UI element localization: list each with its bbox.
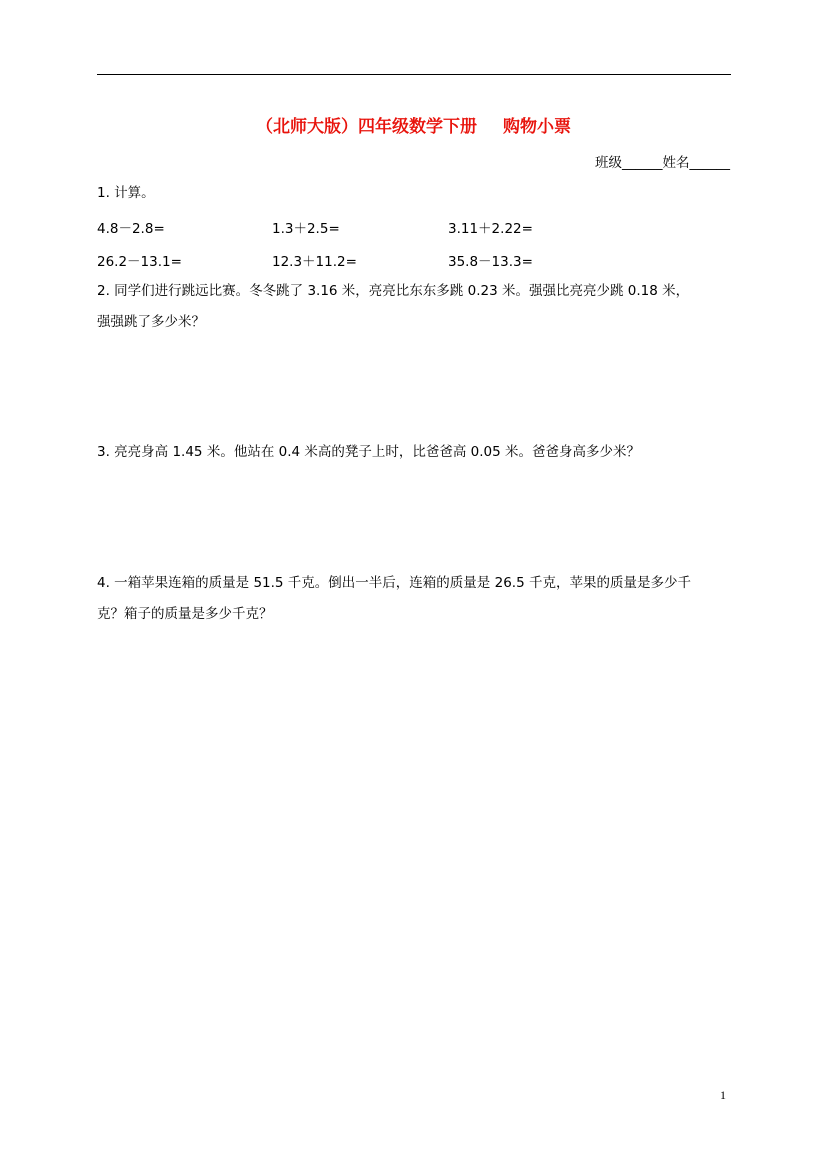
calc-item: 35.8－13.3=: [448, 254, 533, 270]
question-4-line-1: 4. 一箱苹果连箱的质量是 51.5 千克。倒出一半后，连箱的质量是 26.5 千克，苹果的质量是多少千: [97, 575, 691, 591]
calc-item: 3.11＋2.22=: [448, 221, 533, 237]
question-3-line-1: 3. 亮亮身高 1.45 米。他站在 0.4 米高的凳子上时，比爸爸高 0.05 米。爸爸身高多少米？: [97, 444, 641, 460]
title-main: （北师大版）四年级数学下册: [256, 117, 477, 137]
title-sub: 购物小票: [503, 117, 571, 137]
header-rule: [97, 74, 731, 75]
question-4-line-2: 克？箱子的质量是多少千克？: [97, 606, 273, 622]
question-2-line-1: 2. 同学们进行跳远比赛。冬冬跳了 3.16 米，亮亮比东东多跳 0.23 米。强强比亮亮少跳 0.18 米，: [97, 283, 690, 299]
question-1-label: 1. 计算。: [97, 185, 155, 201]
calc-item: 12.3＋11.2=: [272, 254, 357, 270]
calc-item: 4.8－2.8=: [97, 221, 165, 237]
class-name-line: 班级______姓名______: [595, 155, 730, 171]
page-number: 1: [720, 1088, 726, 1102]
calc-item: 1.3＋2.5=: [272, 221, 340, 237]
page-title: [0, 112, 827, 137]
calc-item: 26.2－13.1=: [97, 254, 182, 270]
question-2-line-2: 强强跳了多少米？: [97, 314, 205, 330]
